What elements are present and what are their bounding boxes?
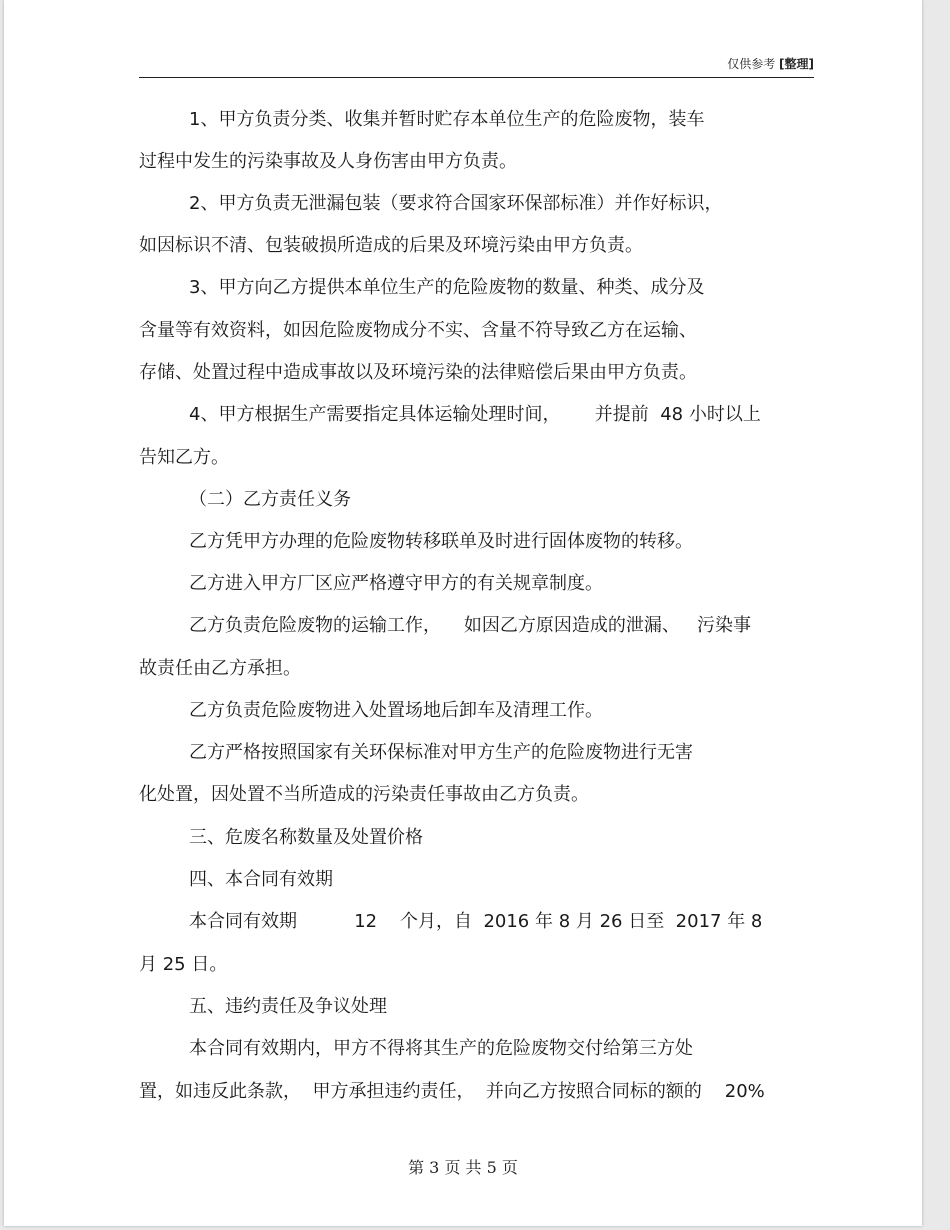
header-bracket: [整理] bbox=[779, 57, 814, 71]
text-line: 2、甲方负责无泄漏包装（要求符合国家环保部标准）并作好标识， bbox=[189, 193, 723, 214]
text-line: 本合同有效期 12 个月，自 2016 年 8 月 26 日至 2017 年 8 bbox=[189, 911, 763, 932]
text-line: 故责任由乙方承担。 bbox=[139, 658, 301, 679]
text-line: 乙方负责危险废物进入处置场地后卸车及清理工作。 bbox=[189, 700, 603, 721]
text-line: 乙方凭甲方办理的危险废物转移联单及时进行固体废物的转移。 bbox=[189, 531, 693, 552]
text-line: 五、违约责任及争议处理 bbox=[189, 996, 387, 1017]
text-line: 告知乙方。 bbox=[139, 447, 229, 468]
text-line: 3、甲方向乙方提供本单位生产的危险废物的数量、种类、成分及 bbox=[189, 277, 705, 298]
text-line: 月 25 日。 bbox=[139, 954, 228, 975]
text-line: 4、甲方根据生产需要指定具体运输处理时间， 并提前 48 小时以上 bbox=[189, 404, 761, 425]
text-line: 三、危废名称数量及处置价格 bbox=[189, 827, 423, 848]
document-page bbox=[4, 0, 922, 1226]
text-line: （二）乙方责任义务 bbox=[189, 489, 351, 510]
text-line: 过程中发生的污染事故及人身伤害由甲方负责。 bbox=[139, 151, 517, 172]
text-line: 乙方负责危险废物的运输工作， 如因乙方原因造成的泄漏、 污染事 bbox=[189, 615, 752, 636]
text-line: 含量等有效资料，如因危险废物成分不实、含量不符导致乙方在运输、 bbox=[139, 320, 697, 341]
text-line: 本合同有效期内，甲方不得将其生产的危险废物交付给第三方处 bbox=[189, 1038, 693, 1059]
text-line: 1、甲方负责分类、收集并暂时贮存本单位生产的危险废物，装车 bbox=[189, 109, 705, 130]
page-footer: 第 3 页 共 5 页 bbox=[408, 1158, 518, 1177]
text-line: 四、本合同有效期 bbox=[189, 869, 333, 890]
text-line: 存储、处置过程中造成事故以及环境污染的法律赔偿后果由甲方负责。 bbox=[139, 362, 697, 383]
header-text: 仅供参考 bbox=[727, 57, 780, 71]
text-line: 乙方进入甲方厂区应严格遵守甲方的有关规章制度。 bbox=[189, 573, 603, 594]
text-line: 如因标识不清、包装破损所造成的后果及环境污染由甲方负责。 bbox=[139, 235, 643, 256]
text-line: 化处置，因处置不当所造成的污染责任事故由乙方负责。 bbox=[139, 784, 589, 805]
text-line: 乙方严格按照国家有关环保标准对甲方生产的危险废物进行无害 bbox=[189, 742, 693, 763]
text-line: 置，如违反此条款， 甲方承担违约责任， 并向乙方按照合同标的额的 20% bbox=[139, 1081, 765, 1102]
page-header bbox=[139, 55, 814, 78]
